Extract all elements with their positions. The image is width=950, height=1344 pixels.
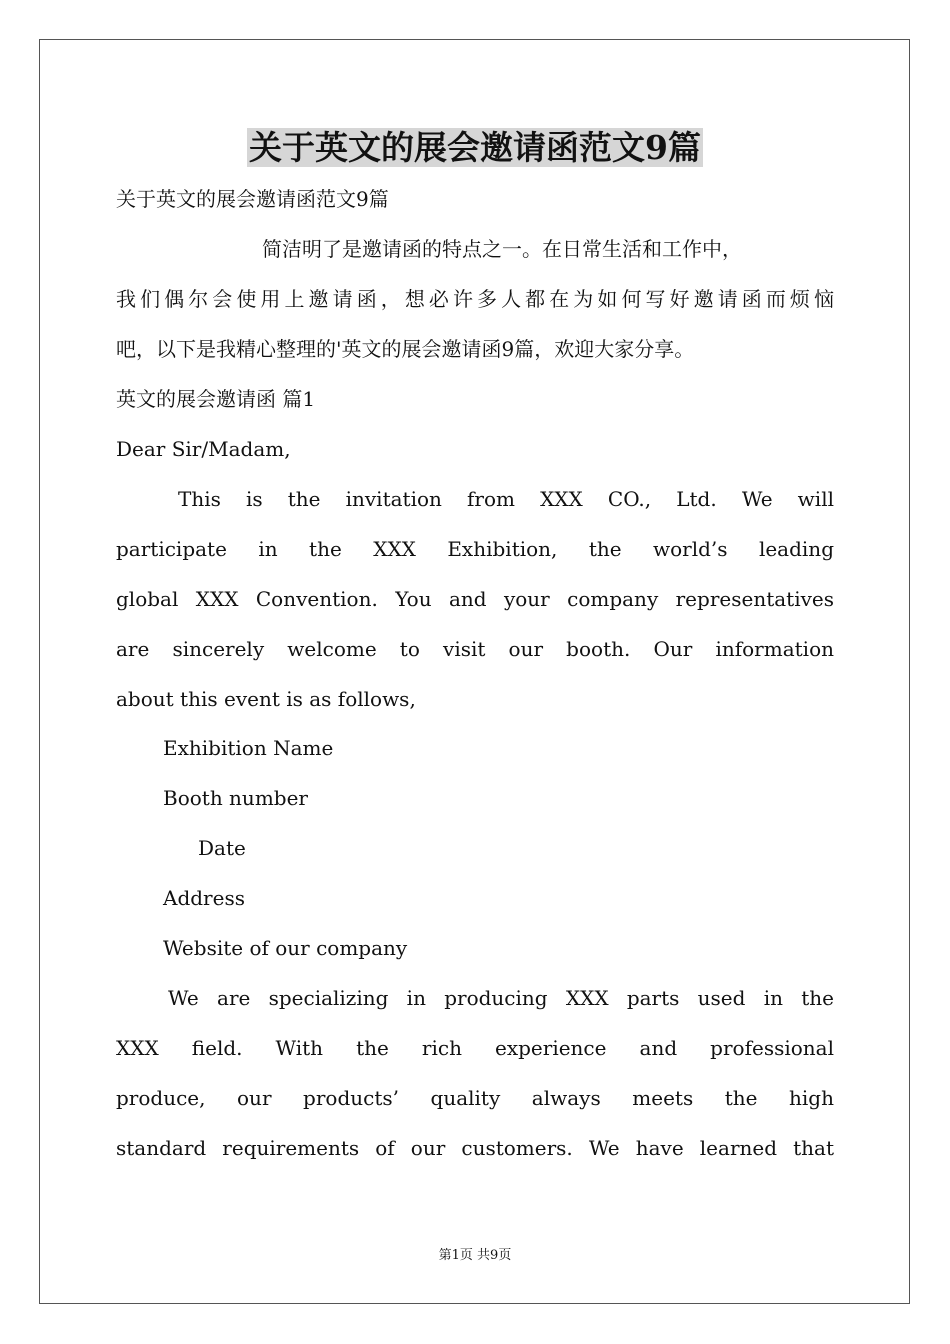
info-item-website: Website of our company [163,936,408,960]
info-item-address: Address [163,886,245,910]
paragraph2-line-4: standard requirements of our customers. We have learned that [116,1136,834,1160]
paragraph2-line-2: XXX field. With the rich experience and professional [116,1036,834,1060]
section-heading: 英文的展会邀请函 篇1 [116,387,316,411]
paragraph1-line-3: global XXX Convention. You and your company representatives [116,587,834,611]
intro-line-3: 吧，以下是我精心整理的'英文的展会邀请函9篇，欢迎大家分享。 [116,337,695,361]
paragraph2-line-3: produce, our products’ quality always meets the high [116,1086,834,1110]
intro-line-1: 简洁明了是邀请函的特点之一。在日常生活和工作中， [262,237,742,261]
page-number: 第1页 共9页 [438,1248,512,1263]
document-title-text: 关于英文的展会邀请函范文9篇 [249,128,701,167]
paragraph1-line-4: are sincerely welcome to visit our booth. Our information [116,637,834,661]
paragraph2-line-1: We are specializing in producing XXX parts used in the [168,986,834,1010]
salutation: Dear Sir/Madam, [116,437,291,461]
paragraph1-line-2: participate in the XXX Exhibition, the world’s leading [116,537,834,561]
document-title [0,126,950,170]
paragraph1-line-5: about this event is as follows, [116,687,416,711]
intro-line-2: 我们偶尔会使用上邀请函，想必许多人都在为如何写好邀请函而烦恼 [116,287,834,311]
info-item-date: Date [198,836,246,860]
paragraph1-line-1: This is the invitation from XXX CO., Ltd. We will [178,487,834,511]
info-item-booth-number: Booth number [163,786,308,810]
document-subtitle: 关于英文的展会邀请函范文9篇 [116,187,389,211]
info-item-exhibition-name: Exhibition Name [163,736,334,760]
page-footer [0,1246,950,1266]
